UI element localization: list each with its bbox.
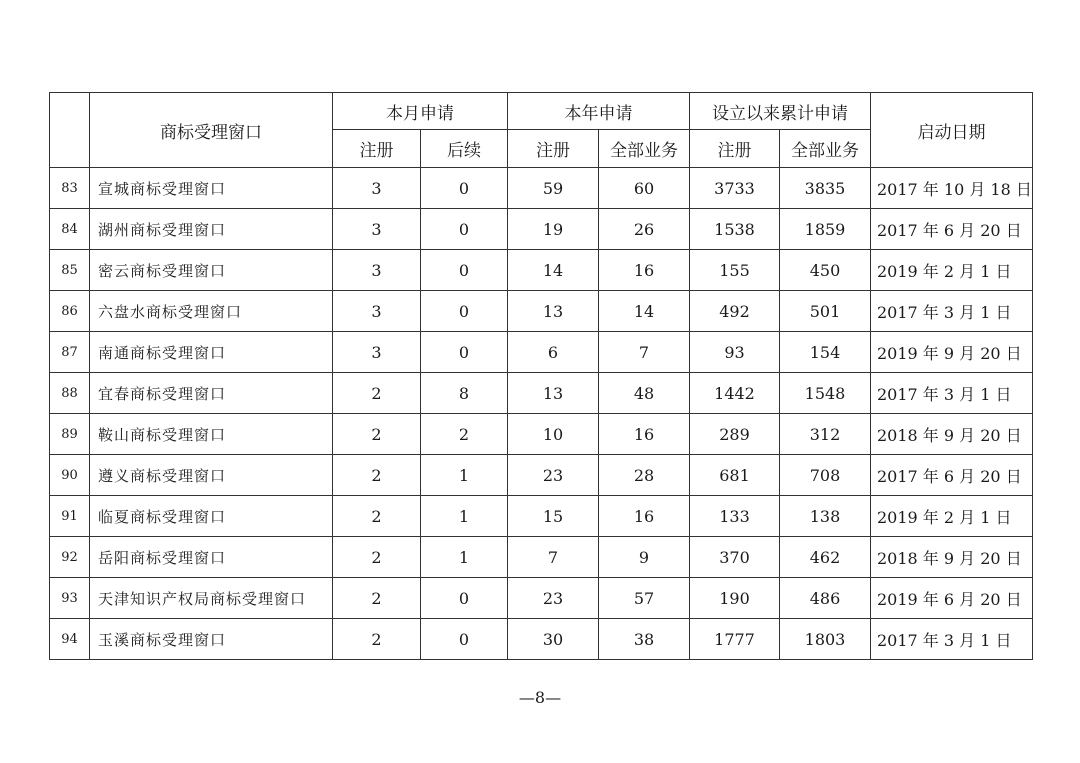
cell-year-all-business: 60 <box>599 168 690 209</box>
header-year-applications: 本年申请 <box>508 93 690 130</box>
table-row <box>50 619 1033 660</box>
cell-start-date: 2017 年 3 月 1 日 <box>871 619 1033 660</box>
table-body <box>50 168 1033 660</box>
cell-row-index: 89 <box>50 414 90 455</box>
header-total-applications: 设立以来累计申请 <box>690 93 871 130</box>
table-row <box>50 373 1033 414</box>
cell-window-name: 玉溪商标受理窗口 <box>90 619 333 660</box>
table-row <box>50 250 1033 291</box>
table-row <box>50 332 1033 373</box>
cell-month-followup: 1 <box>421 455 508 496</box>
cell-start-date: 2017 年 3 月 1 日 <box>871 291 1033 332</box>
cell-year-registration: 13 <box>508 373 599 414</box>
cell-row-index: 86 <box>50 291 90 332</box>
cell-start-date: 2019 年 9 月 20 日 <box>871 332 1033 373</box>
cell-month-registration: 2 <box>333 373 421 414</box>
cell-year-registration: 15 <box>508 496 599 537</box>
cell-month-followup: 0 <box>421 291 508 332</box>
table-row <box>50 209 1033 250</box>
cell-row-index: 88 <box>50 373 90 414</box>
table-row <box>50 414 1033 455</box>
cell-total-registration: 1777 <box>690 619 780 660</box>
table-row <box>50 537 1033 578</box>
cell-window-name: 天津知识产权局商标受理窗口 <box>90 578 333 619</box>
cell-start-date: 2019 年 6 月 20 日 <box>871 578 1033 619</box>
header-total-all-business: 全部业务 <box>780 130 871 168</box>
cell-row-index: 90 <box>50 455 90 496</box>
cell-month-followup: 0 <box>421 619 508 660</box>
cell-row-index: 93 <box>50 578 90 619</box>
cell-window-name: 六盘水商标受理窗口 <box>90 291 333 332</box>
cell-month-registration: 3 <box>333 332 421 373</box>
cell-total-registration: 3733 <box>690 168 780 209</box>
cell-window-name: 鞍山商标受理窗口 <box>90 414 333 455</box>
cell-window-name: 湖州商标受理窗口 <box>90 209 333 250</box>
table-row <box>50 291 1033 332</box>
cell-total-all-business: 312 <box>780 414 871 455</box>
cell-window-name: 密云商标受理窗口 <box>90 250 333 291</box>
header-year-registration: 注册 <box>508 130 599 168</box>
cell-year-registration: 23 <box>508 578 599 619</box>
cell-total-registration: 370 <box>690 537 780 578</box>
cell-total-registration: 1442 <box>690 373 780 414</box>
cell-total-all-business: 1803 <box>780 619 871 660</box>
table-row <box>50 496 1033 537</box>
cell-year-all-business: 38 <box>599 619 690 660</box>
cell-total-all-business: 1859 <box>780 209 871 250</box>
cell-total-all-business: 462 <box>780 537 871 578</box>
cell-month-registration: 3 <box>333 291 421 332</box>
cell-row-index: 85 <box>50 250 90 291</box>
cell-row-index: 87 <box>50 332 90 373</box>
header-window-name: 商标受理窗口 <box>90 93 333 168</box>
cell-month-followup: 0 <box>421 168 508 209</box>
cell-month-followup: 0 <box>421 578 508 619</box>
cell-year-registration: 7 <box>508 537 599 578</box>
cell-year-registration: 59 <box>508 168 599 209</box>
cell-start-date: 2017 年 6 月 20 日 <box>871 455 1033 496</box>
cell-month-followup: 1 <box>421 537 508 578</box>
cell-month-registration: 3 <box>333 168 421 209</box>
cell-row-index: 94 <box>50 619 90 660</box>
cell-row-index: 92 <box>50 537 90 578</box>
cell-month-followup: 0 <box>421 250 508 291</box>
cell-year-registration: 30 <box>508 619 599 660</box>
cell-total-all-business: 154 <box>780 332 871 373</box>
cell-year-all-business: 16 <box>599 250 690 291</box>
cell-total-all-business: 708 <box>780 455 871 496</box>
cell-start-date: 2017 年 3 月 1 日 <box>871 373 1033 414</box>
cell-total-registration: 190 <box>690 578 780 619</box>
cell-total-registration: 681 <box>690 455 780 496</box>
cell-window-name: 南通商标受理窗口 <box>90 332 333 373</box>
header-month-followup: 后续 <box>421 130 508 168</box>
cell-start-date: 2017 年 10 月 18 日 <box>871 168 1033 209</box>
cell-start-date: 2017 年 6 月 20 日 <box>871 209 1033 250</box>
cell-total-registration: 492 <box>690 291 780 332</box>
cell-month-registration: 2 <box>333 537 421 578</box>
cell-month-followup: 1 <box>421 496 508 537</box>
cell-total-all-business: 1548 <box>780 373 871 414</box>
cell-month-registration: 2 <box>333 496 421 537</box>
header-start-date: 启动日期 <box>871 93 1033 168</box>
header-index <box>50 93 90 168</box>
cell-window-name: 临夏商标受理窗口 <box>90 496 333 537</box>
cell-year-all-business: 26 <box>599 209 690 250</box>
cell-window-name: 宣城商标受理窗口 <box>90 168 333 209</box>
cell-total-registration: 1538 <box>690 209 780 250</box>
cell-month-registration: 2 <box>333 414 421 455</box>
cell-month-registration: 3 <box>333 209 421 250</box>
cell-month-registration: 2 <box>333 455 421 496</box>
cell-month-registration: 2 <box>333 619 421 660</box>
cell-total-registration: 133 <box>690 496 780 537</box>
cell-month-followup: 2 <box>421 414 508 455</box>
table-row <box>50 455 1033 496</box>
cell-year-all-business: 16 <box>599 496 690 537</box>
cell-total-all-business: 138 <box>780 496 871 537</box>
cell-year-registration: 6 <box>508 332 599 373</box>
cell-year-all-business: 7 <box>599 332 690 373</box>
header-row-top <box>50 93 1033 130</box>
cell-row-index: 84 <box>50 209 90 250</box>
cell-month-followup: 0 <box>421 209 508 250</box>
table-row <box>50 578 1033 619</box>
cell-total-registration: 289 <box>690 414 780 455</box>
cell-total-registration: 93 <box>690 332 780 373</box>
cell-start-date: 2018 年 9 月 20 日 <box>871 537 1033 578</box>
cell-total-all-business: 3835 <box>780 168 871 209</box>
cell-year-registration: 23 <box>508 455 599 496</box>
page-number: —8— <box>518 688 562 707</box>
cell-total-all-business: 450 <box>780 250 871 291</box>
table-row <box>50 168 1033 209</box>
header-total-registration: 注册 <box>690 130 780 168</box>
cell-row-index: 83 <box>50 168 90 209</box>
cell-year-all-business: 48 <box>599 373 690 414</box>
cell-total-all-business: 501 <box>780 291 871 332</box>
cell-total-registration: 155 <box>690 250 780 291</box>
cell-start-date: 2019 年 2 月 1 日 <box>871 250 1033 291</box>
cell-year-registration: 10 <box>508 414 599 455</box>
cell-window-name: 宜春商标受理窗口 <box>90 373 333 414</box>
cell-year-all-business: 57 <box>599 578 690 619</box>
header-month-registration: 注册 <box>333 130 421 168</box>
table-header <box>50 93 1033 168</box>
trademark-window-table <box>49 92 1033 660</box>
cell-start-date: 2019 年 2 月 1 日 <box>871 496 1033 537</box>
cell-year-registration: 19 <box>508 209 599 250</box>
cell-month-followup: 0 <box>421 332 508 373</box>
cell-year-all-business: 9 <box>599 537 690 578</box>
cell-month-followup: 8 <box>421 373 508 414</box>
cell-row-index: 91 <box>50 496 90 537</box>
cell-year-registration: 14 <box>508 250 599 291</box>
cell-start-date: 2018 年 9 月 20 日 <box>871 414 1033 455</box>
cell-year-all-business: 14 <box>599 291 690 332</box>
cell-year-all-business: 28 <box>599 455 690 496</box>
cell-total-all-business: 486 <box>780 578 871 619</box>
cell-window-name: 岳阳商标受理窗口 <box>90 537 333 578</box>
header-month-applications: 本月申请 <box>333 93 508 130</box>
cell-month-registration: 2 <box>333 578 421 619</box>
cell-year-registration: 13 <box>508 291 599 332</box>
cell-month-registration: 3 <box>333 250 421 291</box>
cell-window-name: 遵义商标受理窗口 <box>90 455 333 496</box>
cell-year-all-business: 16 <box>599 414 690 455</box>
header-year-all-business: 全部业务 <box>599 130 690 168</box>
